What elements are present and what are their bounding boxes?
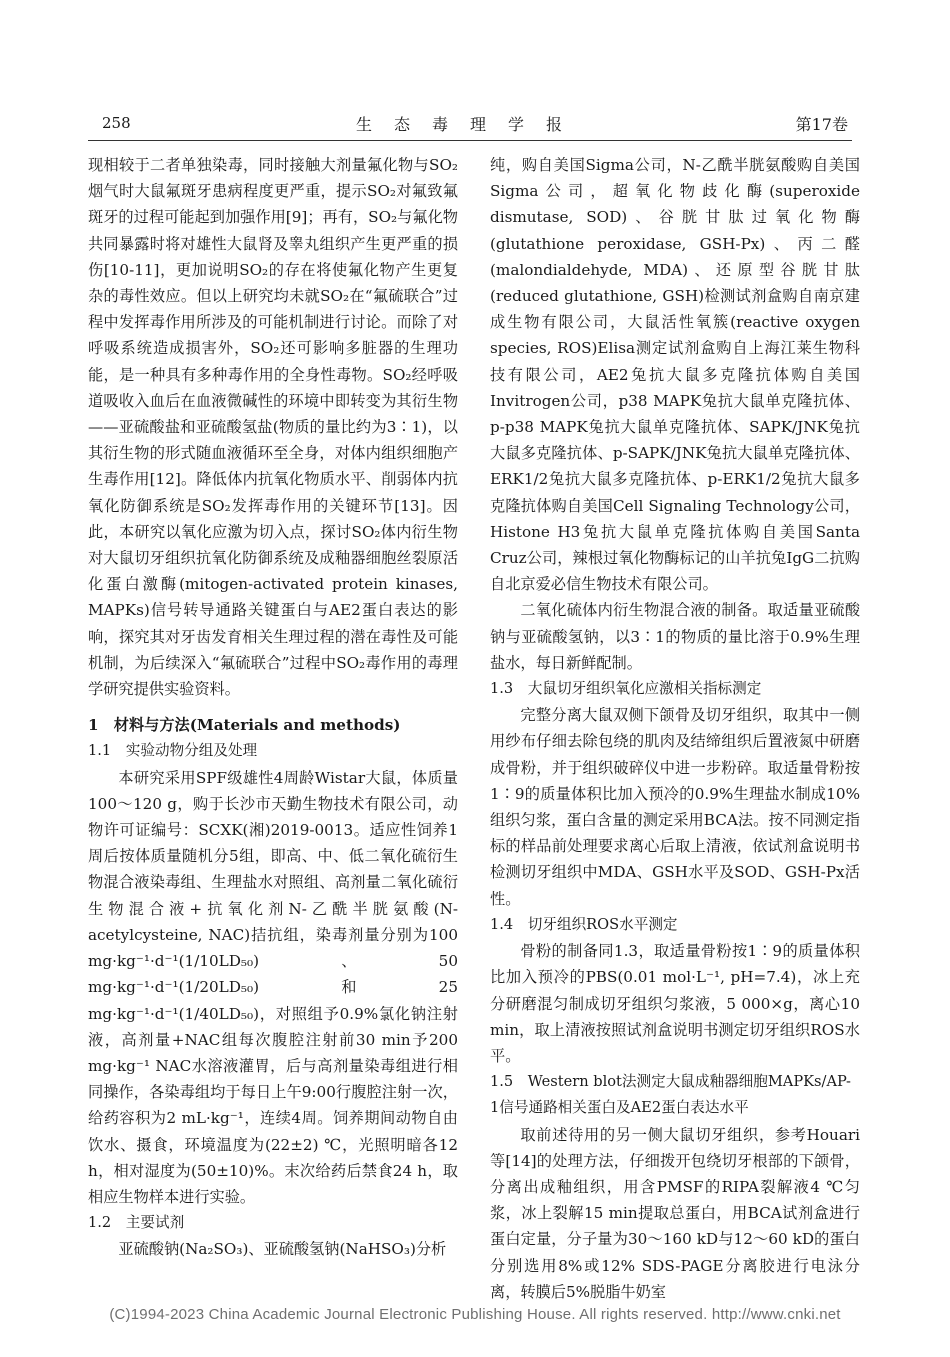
right-column (490, 152, 860, 1305)
page-header (88, 110, 852, 140)
paragraph-1-5: 取前述待用的另一侧大鼠切牙组织，参考Houari等[14]的处理方法，仔细拨开包绕切牙根部的下颌骨，分离出成釉组织，用含PMSF的RIPA裂解液4 ℃匀浆，冰上裂解15 min提取总蛋白，用BCA试剂盒进行蛋白定量，分子量为30～160 kD与12～60 kD的蛋白分别选用8%或12% SDS-PAGE分离胶进行电泳分离，转膜后5%脱脂牛奶室 (490, 1125, 860, 1301)
header-rule (88, 140, 852, 141)
paragraph-1-2-preparation: 二氧化硫体内衍生物混合液的制备。取适量亚硫酸钠与亚硫酸氢钠，以3∶1的物质的量比溶于0.9%生理盐水，每日新鲜配制。 (490, 601, 860, 672)
intro-paragraph: 现相较于二者单独染毒，同时接触大剂量氟化物与SO₂烟气时大鼠氟斑牙患病程度更严重，提示SO₂对氟致氟斑牙的过程可能起到加强作用[9]；再有，SO₂与氟化物共同暴露时将对雄性大鼠肾及睾丸组织产生更严重的损伤[10-11]，更加说明SO₂的存在将使氟化物产生更复杂的毒性效应。但以上研究均未就SO₂在“氟硫联合”过程中发挥毒作用所涉及的可能机制进行讨论。而除了对呼吸系统造成损害外，SO₂还可影响多脏器的生理功能，是一种具有多种毒作用的全身性毒物。SO₂经呼吸道吸收入血后在血液微碱性的环境中即转变为其衍生物——亚硫酸盐和亚硫酸氢盐(物质的量比约为3∶1)，以其衍生物的形式随血液循环至全身，对体内组织细胞产生毒作用[12]。降低体内抗氧化物质水平、削弱体内抗氧化防御系统是SO₂发挥毒作用的关键环节[13]。因此，本研究以氧化应激为切入点，探讨SO₂体内衍生物对大鼠切牙组织抗氧化防御系统及成釉器细胞丝裂原活化蛋白激酶(mitogen-activated protein kinases, MAPKs)信号转导通路关键蛋白与AE2蛋白表达的影响，探究其对牙齿发育相关生理过程的潜在毒性及可能机制，为后续深入“氟硫联合”过程中SO₂毒作用的毒理学研究提供实验资料。 (88, 156, 458, 699)
paragraph-1-2-start: 亚硫酸钠(Na₂SO₃)、亚硫酸氢钠(NaHSO₃)分析 (118, 1240, 447, 1259)
volume-label: 第17卷 (795, 115, 848, 134)
subsection-heading-1-2: 1.2 主要试剂 (88, 1214, 185, 1232)
page-number: 258 (102, 114, 131, 132)
paragraph-1-4: 骨粉的制备同1.3，取适量骨粉按1∶9的质量体积比加入预冷的PBS(0.01 mol·L⁻¹, pH=7.4)，冰上充分研磨混匀制成切牙组织匀浆液，5 000×g，离心10 min，取上清液按照试剂盒说明书测定切牙组织ROS水平。 (490, 942, 860, 1065)
journal-title: 生态毒理学报 (355, 115, 584, 134)
subsection-heading-1-5: 1.5 Western blot法测定大鼠成釉器细胞MAPKs/AP-1信号通路相关蛋白及AE2蛋白表达水平 (490, 1073, 851, 1117)
paragraph-1-3: 完整分离大鼠双侧下颌骨及切牙组织，取其中一侧用纱布仔细去除包绕的肌肉及结缔组织后置液氮中研磨成骨粉，并于组织破碎仪中进一步粉碎。取适量骨粉按1∶9的质量体积比加入预冷的0.9%生理盐水制成10%组织匀浆，蛋白含量的测定采用BCA法。按不同测定指标的样品前处理要求离心后取上清液，依试剂盒说明书检测切牙组织中MDA、GSH水平及SOD、GSH-Px活性。 (490, 706, 860, 908)
subsection-heading-1-1: 1.1 实验动物分组及处理 (88, 742, 258, 760)
copyright-footer: (C)1994-2023 China Academic Journal Electronic Publishing House. All rights reserved. http://www.cnki.net (109, 1306, 841, 1323)
section-heading-materials-methods: 1 材料与方法(Materials and methods) (88, 716, 401, 735)
paragraph-1-2-continued: 纯，购自美国Sigma公司，N-乙酰半胱氨酸购自美国Sigma公司，超氧化物歧化酶(superoxide dismutase, SOD)、谷胱甘肽过氧化物酶(glutathione peroxidase, GSH-Px)、丙二醛(malondialdehyde, MDA)、还原型谷胱甘肽(reduced glutathione, GSH)检测试剂盒购自南京建成生物有限公司，大鼠活性氧簇(reactive oxygen species, ROS)Elisa测定试剂盒购自上海江莱生物科技有限公司，AE2兔抗大鼠多克隆抗体购自美国Invitrogen公司，p38 MAPK兔抗大鼠单克隆抗体、p-p38 MAPK兔抗大鼠单克隆抗体、SAPK/JNK兔抗大鼠多克隆抗体、p-SAPK/JNK兔抗大鼠单克隆抗体、ERK1/2兔抗大鼠多克隆抗体、p-ERK1/2兔抗大鼠多克隆抗体购自美国Cell Signaling Technology公司，Histone H3兔抗大鼠单克隆抗体购自美国Santa Cruz公司，辣根过氧化物酶标记的山羊抗兔IgG二抗购自北京爱必信生物技术有限公司。 (490, 156, 860, 594)
subsection-heading-1-3: 1.3 大鼠切牙组织氧化应激相关指标测定 (490, 680, 762, 698)
left-column (88, 152, 458, 1263)
paragraph-1-1: 本研究采用SPF级雄性4周龄Wistar大鼠，体质量100～120 g，购于长沙市天勤生物技术有限公司，动物许可证编号：SCXK(湘)2019-0013。适应性饲养1周后按体质量随机分5组，即高、中、低二氧化硫衍生物混合液染毒组、生理盐水对照组、高剂量二氧化硫衍生物混合液+抗氧化剂N-乙酰半胱氨酸(N-acetylcysteine, NAC)拮抗组，染毒剂量分别为100 mg·kg⁻¹·d⁻¹(1/10LD₅₀)、50 mg·kg⁻¹·d⁻¹(1/20LD₅₀)和25 mg·kg⁻¹·d⁻¹(1/40LD₅₀)，对照组予0.9%氯化钠注射液，高剂量+NAC组每次腹腔注射前30 min予200 mg·kg⁻¹ NAC水溶液灌胃，后与高剂量染毒组进行相同操作，各染毒组均于每日上午9:00行腹腔注射一次，给药容积为2 mL·kg⁻¹，连续4周。饲养期间动物自由饮水、摄食，环境温度为(22±2) ℃，光照明暗各12 h，相对湿度为(50±10)%。末次给药后禁食24 h，取相应生物样本进行实验。 (88, 768, 458, 1206)
subsection-heading-1-4: 1.4 切牙组织ROS水平测定 (490, 915, 678, 933)
